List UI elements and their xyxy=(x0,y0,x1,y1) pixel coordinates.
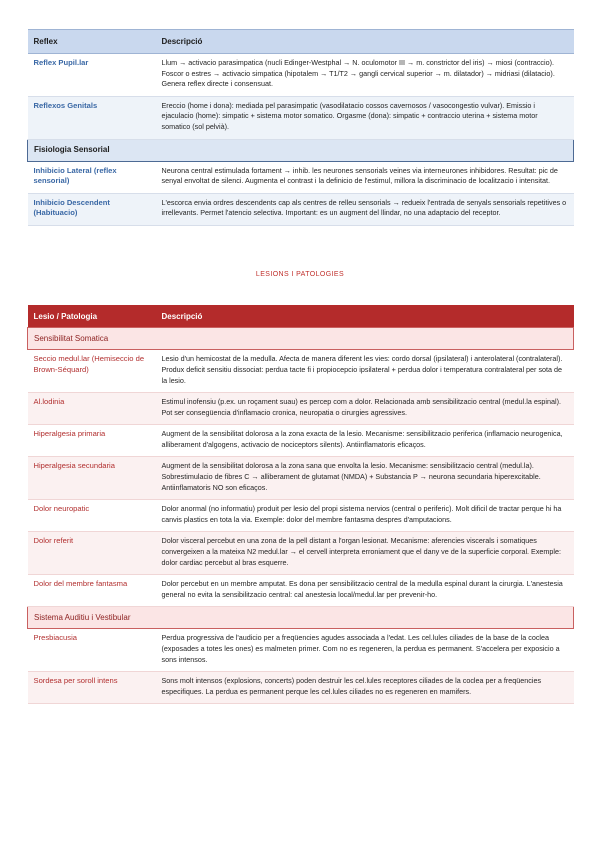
row-name: Hiperalgesia primaria xyxy=(28,425,156,457)
row-name: Inhibicio Descendent (Habituacio) xyxy=(28,193,156,225)
table-row xyxy=(28,96,574,139)
row-description: Perdua progressiva de l'audicio per a freqüencies agudes associada a l'edat. Les cel.lules ciliades de la base de la coclea (exposades a totes les ones) es malmeten primer. Com no es regeneren, la perdua es permanent. S'accelera per exposicio a sons intensos. xyxy=(156,629,574,672)
lesions-table xyxy=(27,305,574,704)
table-row xyxy=(28,161,574,193)
column-header-description: Descripció xyxy=(156,305,574,328)
row-name: Dolor neuropatic xyxy=(28,500,156,532)
row-name: Reflex Pupil.lar xyxy=(28,54,156,97)
row-name: Sordesa per soroll intens xyxy=(28,672,156,704)
table-header-row xyxy=(28,30,574,54)
row-description: L'escorca envia ordres descendents cap als centres de relleu sensorials → redueix l'entrada de senyals sensorials repetitives o irrellevants. Permet l'atencio selectiva. Important: es un augment del llindar, no una adaptacio del receptor. xyxy=(156,193,574,225)
row-description: Lesio d'un hemicostat de la medulla. Afecta de manera diferent les vies: cordo dorsal (ipsilateral) i anterolateral (contralateral). Produx deficit sensitiu dissociat: perdua tacte fi i propiocepcio ipsilateral + perdua dolor i temperatura contralateral per sota de la lesio. xyxy=(156,350,574,393)
section-row xyxy=(28,328,574,350)
row-description: Estimul inofensiu (p.ex. un roçament suau) es percep com a dolor. Relacionada amb sensibilitzacio central (medul.la espinal). Pot ser consegüencia d'inflamacio cronica, neuropatia o cirurgies agressives. xyxy=(156,393,574,425)
column-header-description: Descripció xyxy=(156,30,574,54)
section-title: Sistema Auditiu i Vestibular xyxy=(28,607,574,629)
table-row xyxy=(28,629,574,672)
row-description: Augment de la sensibilitat dolorosa a la zona exacta de la lesio. Mecanisme: sensibilitzacio periferica (inflamacio neurogenica, alliberament d'algogens, activacio de nociceptors silents). Antiinflamatoris eficaços. xyxy=(156,425,574,457)
row-name: Reflexos Genitals xyxy=(28,96,156,139)
table-row xyxy=(28,425,574,457)
table-row xyxy=(28,500,574,532)
section-title: Fisiologia Sensorial xyxy=(28,139,574,161)
table-row xyxy=(28,457,574,500)
row-name: Inhibicio Lateral (reflex sensorial) xyxy=(28,161,156,193)
table-header-row xyxy=(28,305,574,328)
table-row xyxy=(28,54,574,97)
row-description: Sons molt intensos (explosions, concerts) poden destruir les cel.lules receptores ciliades de la coclea per a freqüencies especifiques. La perdua es permanent perque les cel.lules ciliades no es regeneren en mamifers. xyxy=(156,672,574,704)
reflex-table xyxy=(27,29,574,226)
row-description: Llum → activacio parasimpatica (nucli Edinger-Westphal → N. oculomotor III → m. constrictor del iris) → miosi (contraccio). Foscor o estres → activacio simpatica (hipotalem → T1/T2 → gangli cervical superior → m. dilatador) → midriasi (dilatacio). Genera reflex directe i consensuat. xyxy=(156,54,574,97)
table-row xyxy=(28,350,574,393)
row-name: Dolor del membre fantasma xyxy=(28,575,156,607)
table-row xyxy=(28,575,574,607)
row-description: Dolor visceral percebut en una zona de la pell distant a l'organ lesionat. Mecanisme: aferencies viscerals i somatiques convergeixen a la mateixa N2 medul.lar → el cervell interpreta erroniament que el dany ve de la superficie corporal. Exemple: dolor cardiac percebut al bras esquerre. xyxy=(156,532,574,575)
row-name: Presbiacusia xyxy=(28,629,156,672)
row-description: Ereccio (home i dona): mediada pel parasimpatic (vasodilatacio cossos cavernosos / vasocongestio vulvar). Emissio i ejaculacio (home): simpatic + sistema motor somatico. Orgasme (dona): simpatic + contraccio uterina + sistema motor somatico (sol pelvià). xyxy=(156,96,574,139)
table-row xyxy=(28,532,574,575)
table-row xyxy=(28,193,574,225)
column-header-reflex: Reflex xyxy=(28,30,156,54)
table-row xyxy=(28,672,574,704)
section-row xyxy=(28,139,574,161)
column-header-lesion: Lesio / Patologia xyxy=(28,305,156,328)
row-name: Al.lodinia xyxy=(28,393,156,425)
row-name: Hiperalgesia secundaria xyxy=(28,457,156,500)
section-row xyxy=(28,607,574,629)
row-description: Dolor anormal (no informatiu) produit per lesio del propi sistema nervios (central o periferic). Molt dificil de tractar perque hi ha canvis plastics en tota la via. Exemple: dolor del membre fantasma despres d'amputacions. xyxy=(156,500,574,532)
lesions-heading: LESIONS I PATOLOGIES xyxy=(255,271,345,278)
section-title: Sensibilitat Somatica xyxy=(28,328,574,350)
row-name: Seccio medul.lar (Hemiseccio de Brown-Séquard) xyxy=(28,350,156,393)
row-description: Dolor percebut en un membre amputat. Es dona per sensibilitzacio central de la medulla espinal durant la cirurgia. L'anestesia general no evita la sensibilitzacio central: cal anestesia local/medul.lar per prevenir-ho. xyxy=(156,575,574,607)
row-description: Neurona central estimulada fortament → inhib. les neurones sensorials veines via interneurones inhibidores. Resultat: pic de senyal envoltat de silenci. Augmenta el contrast i la definicio de l'estimul, millora la discriminacio de localitzacio i intensitat. xyxy=(156,161,574,193)
row-description: Augment de la sensibilitat dolorosa a la zona sana que envolta la lesio. Mecanisme: sensibilitzacio central (medul.la). Sobrestimulacio de fibres C → alliberament de glutamat (NMDA) + Substancia P → neurona secundaria hiperexcitable. Antiinflamatoris NO son eficaços. xyxy=(156,457,574,500)
table-row xyxy=(28,393,574,425)
row-name: Dolor referit xyxy=(28,532,156,575)
